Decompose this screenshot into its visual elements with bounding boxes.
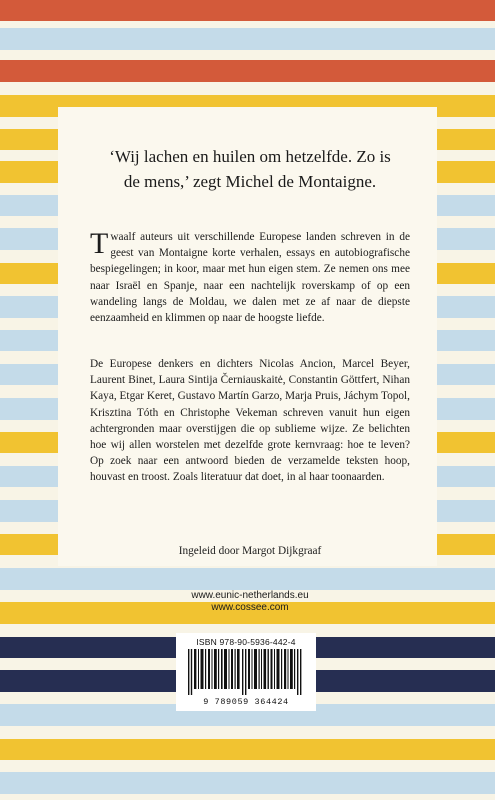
cossee-url[interactable]: www.cossee.com [211,602,289,613]
ean-digits: 9 789059 364424 [203,697,289,707]
drop-cap: T [90,227,109,260]
stripe-red [0,60,495,82]
stripe-red [0,0,495,21]
stripe-light-blue [0,28,495,50]
eunic-url[interactable]: www.eunic-netherlands.eu [191,590,309,601]
stripe-light-blue [0,568,495,590]
stripe-yellow [0,739,495,760]
montaigne-quote [90,144,410,194]
stripe-light-blue [0,21,495,28]
stripe-light-blue [0,772,495,794]
authors-paragraph [90,356,410,486]
quote-line: ‘Wij lachen en huilen om hetzelfde. Zo is [109,147,391,166]
barcode-box [176,633,316,711]
description-paragraph [90,229,410,326]
introduction-credit: Ingeleid door Margot Dijkgraaf [178,545,322,557]
paragraph-text: De Europese denkers en dichters Nicolas Ancion, Marcel Beyer, Laurent Binet, Laura Sintija Černiauskaitė, Constantin Göttfert, Nihan Kaya, Etgar Keret, Gustavo Martín Garzo, Marja Pruis, Jáchym Topol, Krisztina Tóth en Christophe Vekeman schreven vanuit hun eigen achtergronden maar overstijgen die op sublieme wijze. Ze belichten hoe wij allen worstelen met dezelfde grote kernvraag: hoe te leven? Op zoek naar een antwoord bieden de verzamelde teksten hoop, houvast en troost. Zoals literatuur dat doet, in al haar toonaarden. [90,358,410,484]
isbn-label: ISBN 978-90-5936-442-4 [196,637,296,647]
barcode-icon [186,649,306,695]
website-links [90,590,410,614]
quote-line: de mens,’ zegt Michel de Montaigne. [123,172,377,191]
paragraph-text: waalf auteurs uit verschillende Europese landen schreven in de geest van Montaigne korte verhalen, essays en autobiografische bespiegelingen; in koor, maar met hun eigen stem. Ze nemen ons mee naar Israël en Spanje, naar een nachtelijk roverskamp of op een wandeling langs de Moldau, we dalen met ze af naar de diepste eenzaamheid en klimmen op naar de hoogste liefde. [90,231,410,325]
